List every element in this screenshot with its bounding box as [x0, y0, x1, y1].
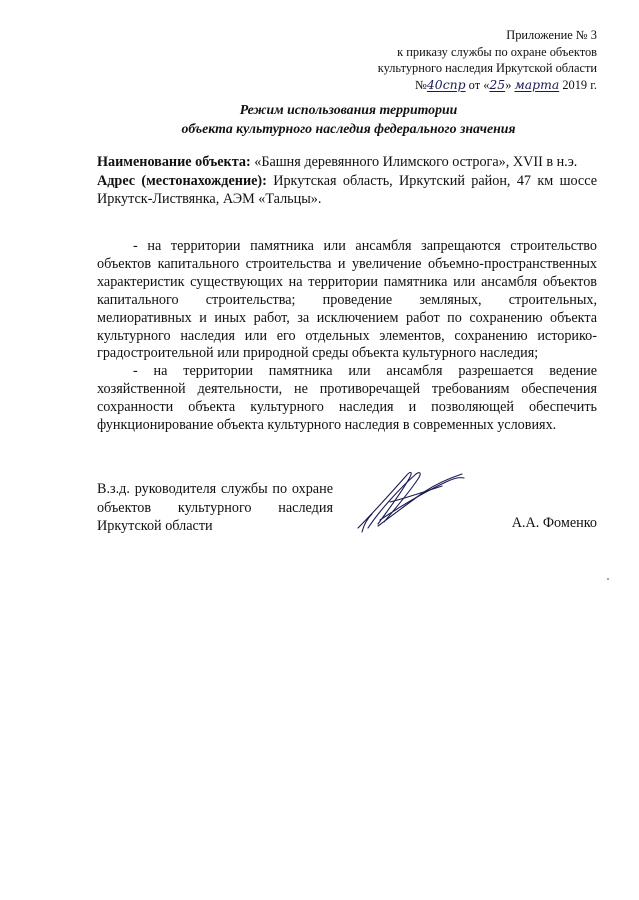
document-title: [100, 101, 597, 138]
order-day-handwritten: 25: [489, 76, 506, 92]
regime-text: [97, 238, 597, 435]
object-name-row: [97, 153, 597, 172]
object-name-label: Наименование объекта:: [97, 154, 251, 170]
regime-paragraph-prohibited: - на территории памятника или ансамбля запрещаются строительство объектов капитального строительства и увеличение объемно-пространственных характеристик существующих на территории памятника или ансамбля объектов капитального строительства; проведение земляных, строительных, мелиоративных и иных работ, за исключением работ по сохранению объекта культурного наследия или его отдельных элементов, сохранению историко-градостроительной или природной среды объекта культурного наследия;: [97, 238, 597, 362]
object-info: [97, 153, 597, 209]
object-name-value: «Башня деревянного Илимского острога», XVII в н.э.: [254, 154, 578, 170]
scan-speck: [607, 578, 609, 580]
object-address-label: Адрес (местонахождение):: [97, 172, 267, 189]
appendix-line-3: культурного наследия Иркутской области: [377, 61, 597, 76]
handwritten-signature: [350, 462, 470, 537]
object-address-value: Иркутская область, Иркутский район, 47 км шоссе Иркутск-Листвянка, АЭМ «Тальцы».: [97, 172, 598, 207]
signatory-name: А.А. Фоменко: [511, 515, 597, 531]
signatory-position: В.з.д. руководителя службы по охране объектов культурного наследия Иркутской области: [97, 481, 333, 534]
title-line-1: Режим использования территории: [239, 102, 458, 117]
appendix-line-2: к приказу службы по охране объектов: [397, 44, 597, 59]
order-number-line: №40спр от «25» марта 2019 г.: [415, 76, 597, 92]
title-line-2: объекта культурного наследия федерального значения: [181, 120, 516, 136]
object-address-row: [97, 172, 597, 209]
order-date-from: от «: [468, 77, 490, 92]
order-year: 2019 г.: [562, 77, 597, 92]
appendix-header: [378, 27, 597, 93]
appendix-line-1: Приложение № 3: [506, 28, 597, 42]
order-month-handwritten: марта: [514, 76, 560, 92]
order-number-handwritten: 40спр: [426, 76, 466, 92]
order-number-prefix: №: [415, 77, 427, 92]
regime-paragraph-permitted: - на территории памятника или ансамбля разрешается ведение хозяйственной деятельности, не противоречащей требованиям обеспечения сохранности объекта культурного наследия и позволяющей обеспечить функционирование объекта культурного наследия в современных условиях.: [97, 363, 597, 434]
